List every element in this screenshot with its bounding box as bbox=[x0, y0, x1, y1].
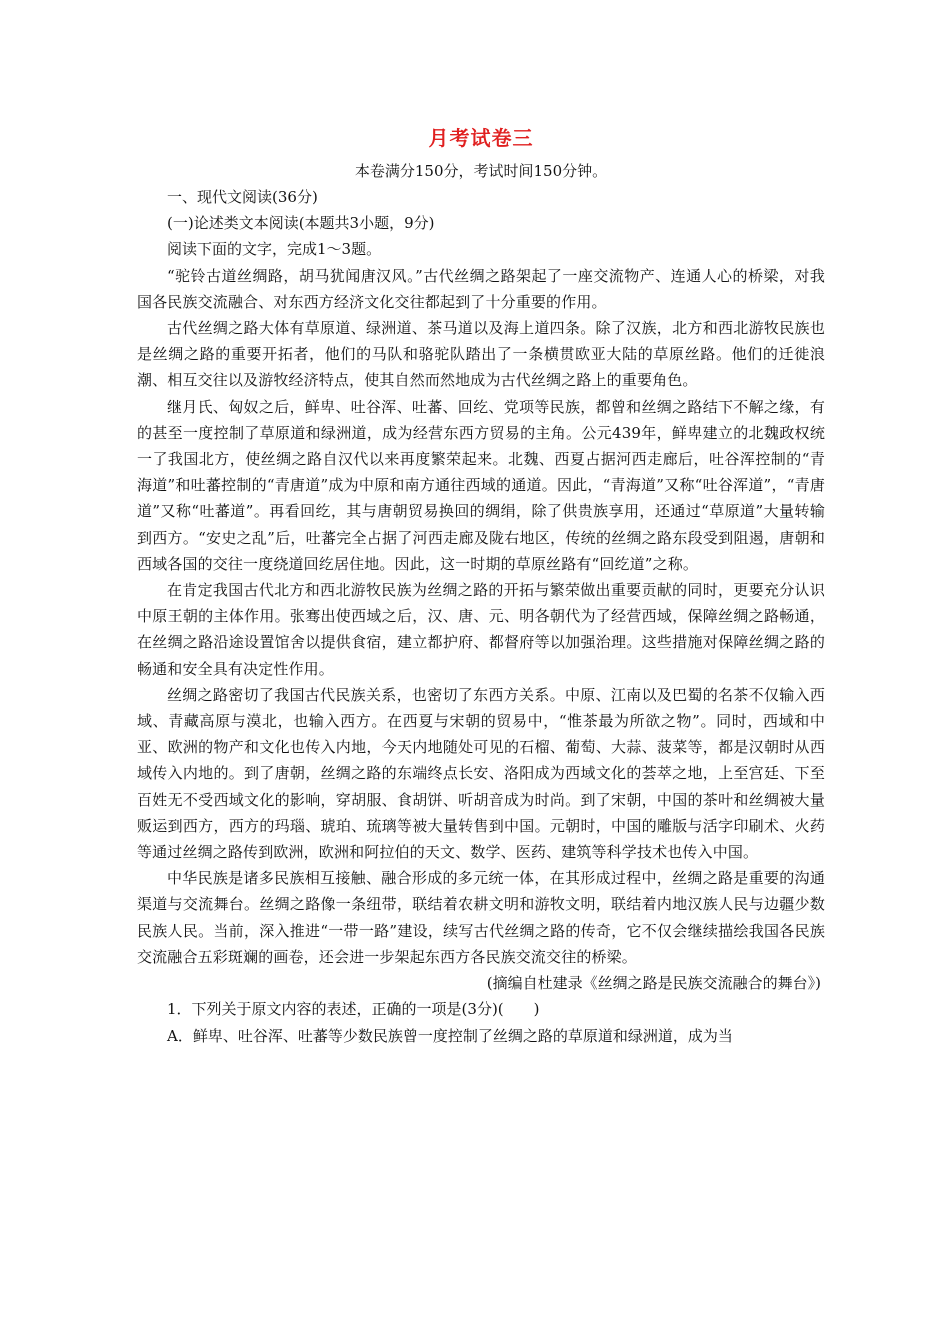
exam-subtitle: 本卷满分150分，考试时间150分钟。 bbox=[354, 162, 608, 180]
passage-source: (摘编自杜建录《丝绸之路是民族交流融合的舞台》) bbox=[486, 974, 821, 993]
passage-paragraph-4: 在肯定我国古代北方和西北游牧民族为丝绸之路的开拓与繁荣做出重要贡献的同时，更要充分认识中原王朝的主体作用。张骞出使西域之后，汉、唐、元、明各朝代为了经营西域，保障丝绸之路畅通，在丝绸之路沿途设置馆舍以提供食宿，建立都护府、都督府等以加强治理。这些措施对保障丝绸之路的畅通和安全具有决定性作用。 bbox=[137, 581, 825, 678]
question-1-option-a: A．鲜卑、吐谷浑、吐蕃等少数民族曾一度控制了丝绸之路的草原道和绿洲道，成为当 bbox=[167, 1026, 733, 1045]
question-1-stem: 1．下列关于原文内容的表述，正确的一项是(3分)( ) bbox=[167, 1000, 540, 1019]
passage-paragraph-5: 丝绸之路密切了我国古代民族关系，也密切了东西方关系。中原、江南以及巴蜀的名茶不仅输入西域、青藏高原与漠北，也输入西方。在西夏与宋朝的贸易中，“惟茶最为所欲之物”。同时，西域和中亚、欧洲的物产和文化也传入内地，今天内地随处可见的石榴、葡萄、大蒜、菠菜等，都是汉朝时从西域传入内地的。到了唐朝，丝绸之路的东端终点长安、洛阳成为西域文化的荟萃之地，上至宫廷、下至百姓无不受西域文化的影响，穿胡服、食胡饼、听胡音成为时尚。到了宋朝，中国的茶叶和丝绸被大量贩运到西方，西方的玛瑙、琥珀、琉璃等被大量转售到中国。元朝时，中国的雕版与活字印刷术、火药等通过丝绸之路传到欧洲，欧洲和阿拉伯的天文、数学、医药、建筑等科学技术也传入中国。 bbox=[137, 685, 825, 862]
section-heading: 一、现代文阅读(36分) bbox=[167, 188, 318, 206]
exam-title: 月考试卷三 bbox=[428, 126, 534, 150]
passage-paragraph-1: “驼铃古道丝绸路，胡马犹闻唐汉风。”古代丝绸之路架起了一座交流物产、连通人心的桥梁，对我国各民族交流融合、对东西方经济文化交往都起到了十分重要的作用。 bbox=[137, 266, 825, 311]
passage-paragraph-2: 古代丝绸之路大体有草原道、绿洲道、茶马道以及海上道四条。除了汉族，北方和西北游牧民族也是丝绸之路的重要开拓者，他们的马队和骆驼队踏出了一条横贯欧亚大陆的草原丝路。他们的迁徙浪潮、相互交往以及游牧经济特点，使其自然而然地成为古代丝绸之路上的重要角色。 bbox=[137, 319, 825, 390]
passage-paragraph-6: 中华民族是诸多民族相互接触、融合形成的多元统一体，在其形成过程中，丝绸之路是重要的沟通渠道与交流舞台。丝绸之路像一条纽带，联结着农耕文明和游牧文明，联结着内地汉族人民与边疆少数民族人民。当前，深入推进“一带一路”建设，续写古代丝绸之路的传奇，它不仅会继续描绘我国各民族交流融合五彩斑斓的画卷，还会进一步架起东西方各民族交流交往的桥梁。 bbox=[137, 869, 825, 966]
exam-page bbox=[137, 118, 825, 1049]
reading-passage bbox=[137, 263, 825, 970]
section-subheading: (一)论述类文本阅读(本题共3小题，9分) bbox=[167, 214, 435, 233]
reading-instruction: 阅读下面的文字，完成1～3题。 bbox=[167, 240, 382, 259]
passage-paragraph-3: 继月氏、匈奴之后，鲜卑、吐谷浑、吐蕃、回纥、党项等民族，都曾和丝绸之路结下不解之缘，有的甚至一度控制了草原道和绿洲道，成为经营东西方贸易的主角。公元439年，鲜卑建立的北魏政权统一了我国北方，使丝绸之路自汉代以来再度繁荣起来。北魏、西夏占据河西走廊后，吐谷浑控制的“青海道”和吐蕃控制的“青唐道”成为中原和南方通往西域的通道。因此，“青海道”又称“吐谷浑道”，“青唐道”又称“吐蕃道”。再看回纥，其与唐朝贸易换回的绸绢，除了供贵族享用，还通过“草原道”大量转输到西方。“安史之乱”后，吐蕃完全占据了河西走廊及陇右地区，传统的丝绸之路东段受到阻遏，唐朝和西域各国的交往一度绕道回纥居住地。因此，这一时期的草原丝路有“回纥道”之称。 bbox=[137, 397, 825, 573]
